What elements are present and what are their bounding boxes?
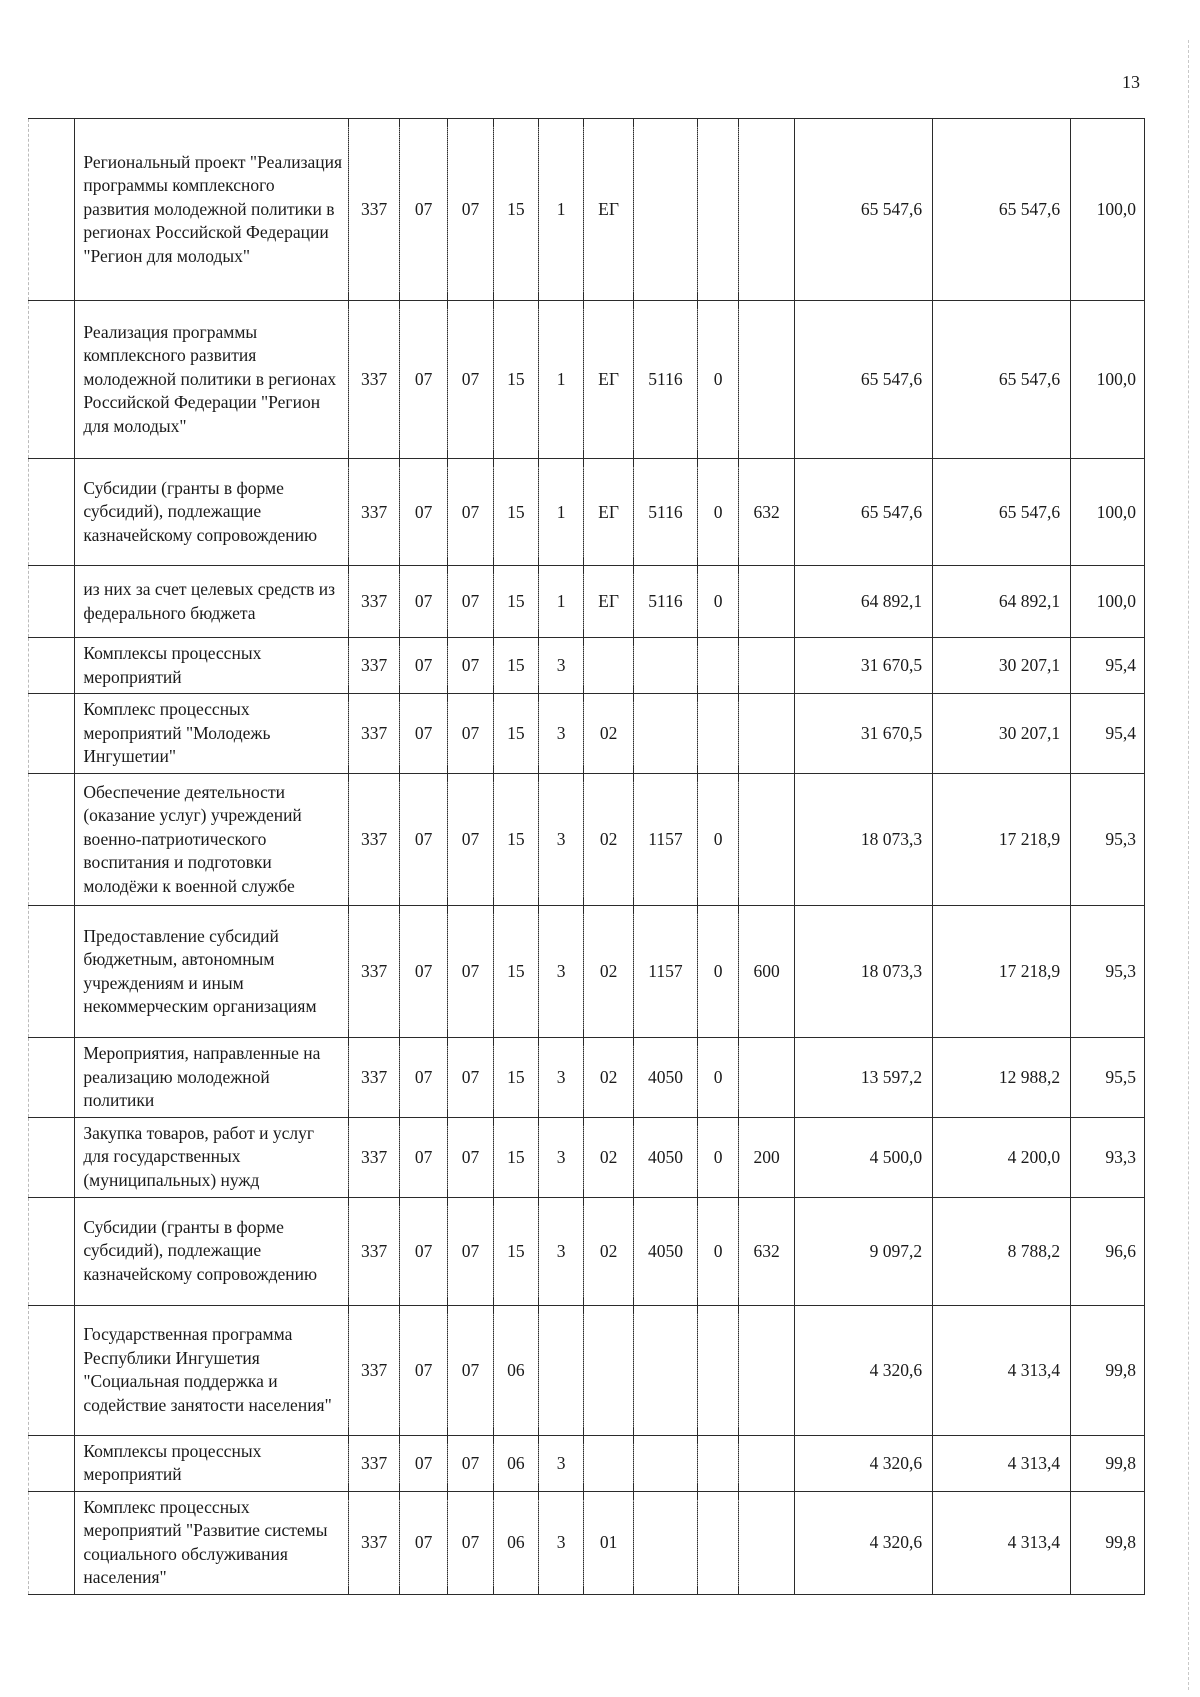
execution-percent-cell: 95,3 [1071, 906, 1145, 1038]
subsection-cell: 07 [448, 1197, 493, 1305]
direction-suffix-cell: 0 [698, 1117, 739, 1197]
planned-amount-cell: 64 892,1 [795, 566, 933, 638]
subprogram-cell: 3 [539, 1435, 584, 1491]
subsection-cell: 07 [448, 119, 493, 301]
planned-amount-cell: 9 097,2 [795, 1197, 933, 1305]
subsection-cell: 07 [448, 566, 493, 638]
row-index-cell [29, 459, 75, 566]
item-name-cell: Комплексы процессных мероприятий [75, 1435, 349, 1491]
subsection-cell: 07 [448, 459, 493, 566]
subsection-cell: 07 [448, 1117, 493, 1197]
item-name-cell: Государственная программа Республики Ингушетия "Социальная поддержка и содействие занятости населения" [75, 1305, 349, 1435]
item-name-cell: Комплекс процессных мероприятий "Развитие системы социального обслуживания населения" [75, 1491, 349, 1594]
direction-cell: 1157 [633, 774, 697, 906]
execution-percent-cell: 100,0 [1071, 459, 1145, 566]
section-cell: 07 [399, 1117, 447, 1197]
page-number: 13 [1122, 72, 1140, 92]
program-cell: 15 [493, 694, 538, 774]
subprogram-cell: 3 [539, 1117, 584, 1197]
actual-amount-cell: 65 547,6 [933, 119, 1071, 301]
project-cell: ЕГ [584, 119, 634, 301]
subsection-cell: 07 [448, 301, 493, 459]
planned-amount-cell: 4 320,6 [795, 1491, 933, 1594]
execution-percent-cell: 95,3 [1071, 774, 1145, 906]
planned-amount-cell: 18 073,3 [795, 906, 933, 1038]
program-cell: 15 [493, 774, 538, 906]
admin-code-cell: 337 [349, 119, 400, 301]
project-cell: ЕГ [584, 459, 634, 566]
actual-amount-cell: 8 788,2 [933, 1197, 1071, 1305]
direction-cell: 4050 [633, 1197, 697, 1305]
expense-type-cell [739, 119, 795, 301]
direction-suffix-cell: 0 [698, 906, 739, 1038]
program-cell: 06 [493, 1435, 538, 1491]
table-row [29, 119, 1145, 301]
item-name-cell: Реализация программы комплексного развития молодежной политики в регионах Российской Федерации "Регион для молодых" [75, 301, 349, 459]
item-name-cell: Региональный проект "Реализация программы комплексного развития молодежной политики в регионах Российской Федерации "Регион для молодых" [75, 119, 349, 301]
expense-type-cell [739, 774, 795, 906]
item-name-cell: Обеспечение деятельности (оказание услуг) учреждений военно-патриотического воспитания и подготовки молодёжи к военной службе [75, 774, 349, 906]
section-cell: 07 [399, 694, 447, 774]
expense-type-cell [739, 1038, 795, 1118]
table-row [29, 1117, 1145, 1197]
subsection-cell: 07 [448, 1038, 493, 1118]
admin-code-cell: 337 [349, 774, 400, 906]
section-cell: 07 [399, 1305, 447, 1435]
expense-type-cell [739, 1435, 795, 1491]
expense-type-cell: 632 [739, 459, 795, 566]
section-cell: 07 [399, 1491, 447, 1594]
subsection-cell: 07 [448, 638, 493, 694]
row-index-cell [29, 119, 75, 301]
direction-suffix-cell [698, 638, 739, 694]
execution-percent-cell: 95,5 [1071, 1038, 1145, 1118]
subsection-cell: 07 [448, 1435, 493, 1491]
actual-amount-cell: 4 200,0 [933, 1117, 1071, 1197]
subprogram-cell: 1 [539, 566, 584, 638]
planned-amount-cell: 18 073,3 [795, 774, 933, 906]
project-cell [584, 638, 634, 694]
subprogram-cell: 3 [539, 906, 584, 1038]
subprogram-cell: 3 [539, 774, 584, 906]
subsection-cell: 07 [448, 774, 493, 906]
actual-amount-cell: 4 313,4 [933, 1435, 1071, 1491]
subsection-cell: 07 [448, 694, 493, 774]
item-name-cell: Субсидии (гранты в форме субсидий), подлежащие казначейскому сопровождению [75, 459, 349, 566]
direction-suffix-cell [698, 1435, 739, 1491]
planned-amount-cell: 31 670,5 [795, 694, 933, 774]
table-row [29, 694, 1145, 774]
item-name-cell: Предоставление субсидий бюджетным, автономным учреждениям и иным некоммерческим организациям [75, 906, 349, 1038]
program-cell: 06 [493, 1305, 538, 1435]
project-cell [584, 1435, 634, 1491]
execution-percent-cell: 100,0 [1071, 119, 1145, 301]
section-cell: 07 [399, 638, 447, 694]
project-cell: 02 [584, 1197, 634, 1305]
item-name-cell: Комплексы процессных мероприятий [75, 638, 349, 694]
subprogram-cell: 3 [539, 1491, 584, 1594]
row-index-cell [29, 694, 75, 774]
planned-amount-cell: 65 547,6 [795, 459, 933, 566]
admin-code-cell: 337 [349, 1435, 400, 1491]
subsection-cell: 07 [448, 906, 493, 1038]
program-cell: 15 [493, 638, 538, 694]
execution-percent-cell: 93,3 [1071, 1117, 1145, 1197]
expense-type-cell [739, 566, 795, 638]
program-cell: 15 [493, 566, 538, 638]
scan-edge-line [1188, 40, 1189, 1690]
item-name-cell: Мероприятия, направленные на реализацию молодежной политики [75, 1038, 349, 1118]
row-index-cell [29, 1305, 75, 1435]
section-cell: 07 [399, 459, 447, 566]
subprogram-cell: 1 [539, 119, 584, 301]
table-row [29, 906, 1145, 1038]
expense-type-cell: 200 [739, 1117, 795, 1197]
direction-suffix-cell: 0 [698, 1038, 739, 1118]
expense-type-cell [739, 1305, 795, 1435]
project-cell: ЕГ [584, 301, 634, 459]
table-row [29, 638, 1145, 694]
admin-code-cell: 337 [349, 301, 400, 459]
subprogram-cell: 3 [539, 638, 584, 694]
actual-amount-cell: 17 218,9 [933, 906, 1071, 1038]
actual-amount-cell: 17 218,9 [933, 774, 1071, 906]
subprogram-cell: 3 [539, 1197, 584, 1305]
planned-amount-cell: 4 320,6 [795, 1435, 933, 1491]
execution-percent-cell: 95,4 [1071, 694, 1145, 774]
budget-table [28, 118, 1145, 1595]
actual-amount-cell: 64 892,1 [933, 566, 1071, 638]
direction-suffix-cell [698, 694, 739, 774]
planned-amount-cell: 4 500,0 [795, 1117, 933, 1197]
table-row [29, 301, 1145, 459]
direction-suffix-cell [698, 1305, 739, 1435]
admin-code-cell: 337 [349, 1305, 400, 1435]
row-index-cell [29, 638, 75, 694]
direction-suffix-cell [698, 1491, 739, 1594]
row-index-cell [29, 301, 75, 459]
table-row [29, 1197, 1145, 1305]
section-cell: 07 [399, 906, 447, 1038]
admin-code-cell: 337 [349, 459, 400, 566]
row-index-cell [29, 1491, 75, 1594]
admin-code-cell: 337 [349, 638, 400, 694]
direction-suffix-cell: 0 [698, 459, 739, 566]
expense-type-cell [739, 301, 795, 459]
program-cell: 15 [493, 906, 538, 1038]
section-cell: 07 [399, 774, 447, 906]
project-cell: 02 [584, 906, 634, 1038]
program-cell: 15 [493, 459, 538, 566]
project-cell: 01 [584, 1491, 634, 1594]
program-cell: 15 [493, 1038, 538, 1118]
expense-type-cell [739, 638, 795, 694]
direction-cell [633, 638, 697, 694]
direction-cell [633, 1435, 697, 1491]
execution-percent-cell: 99,8 [1071, 1305, 1145, 1435]
subsection-cell: 07 [448, 1305, 493, 1435]
row-index-cell [29, 1038, 75, 1118]
planned-amount-cell: 65 547,6 [795, 119, 933, 301]
table-row [29, 1038, 1145, 1118]
subprogram-cell: 3 [539, 1038, 584, 1118]
program-cell: 06 [493, 1491, 538, 1594]
direction-suffix-cell: 0 [698, 566, 739, 638]
execution-percent-cell: 96,6 [1071, 1197, 1145, 1305]
project-cell: ЕГ [584, 566, 634, 638]
table-row [29, 1435, 1145, 1491]
project-cell: 02 [584, 1038, 634, 1118]
subprogram-cell: 1 [539, 459, 584, 566]
execution-percent-cell: 100,0 [1071, 301, 1145, 459]
table-row [29, 566, 1145, 638]
execution-percent-cell: 99,8 [1071, 1435, 1145, 1491]
planned-amount-cell: 65 547,6 [795, 301, 933, 459]
admin-code-cell: 337 [349, 566, 400, 638]
admin-code-cell: 337 [349, 1038, 400, 1118]
actual-amount-cell: 12 988,2 [933, 1038, 1071, 1118]
program-cell: 15 [493, 1117, 538, 1197]
project-cell [584, 1305, 634, 1435]
direction-suffix-cell: 0 [698, 301, 739, 459]
admin-code-cell: 337 [349, 694, 400, 774]
execution-percent-cell: 95,4 [1071, 638, 1145, 694]
program-cell: 15 [493, 119, 538, 301]
direction-cell: 4050 [633, 1038, 697, 1118]
subsection-cell: 07 [448, 1491, 493, 1594]
subprogram-cell [539, 1305, 584, 1435]
direction-cell: 4050 [633, 1117, 697, 1197]
table-row [29, 459, 1145, 566]
direction-suffix-cell [698, 119, 739, 301]
table-row [29, 1305, 1145, 1435]
item-name-cell: Субсидии (гранты в форме субсидий), подлежащие казначейскому сопровождению [75, 1197, 349, 1305]
row-index-cell [29, 1117, 75, 1197]
direction-cell: 5116 [633, 301, 697, 459]
table-row [29, 774, 1145, 906]
section-cell: 07 [399, 119, 447, 301]
project-cell: 02 [584, 1117, 634, 1197]
direction-cell [633, 694, 697, 774]
actual-amount-cell: 65 547,6 [933, 301, 1071, 459]
section-cell: 07 [399, 1435, 447, 1491]
execution-percent-cell: 100,0 [1071, 566, 1145, 638]
item-name-cell: Комплекс процессных мероприятий "Молодежь Ингушетии" [75, 694, 349, 774]
direction-cell [633, 1305, 697, 1435]
admin-code-cell: 337 [349, 1491, 400, 1594]
row-index-cell [29, 774, 75, 906]
item-name-cell: из них за счет целевых средств из федерального бюджета [75, 566, 349, 638]
section-cell: 07 [399, 1038, 447, 1118]
section-cell: 07 [399, 1197, 447, 1305]
project-cell: 02 [584, 774, 634, 906]
actual-amount-cell: 30 207,1 [933, 694, 1071, 774]
admin-code-cell: 337 [349, 1117, 400, 1197]
program-cell: 15 [493, 1197, 538, 1305]
row-index-cell [29, 906, 75, 1038]
direction-suffix-cell: 0 [698, 1197, 739, 1305]
admin-code-cell: 337 [349, 1197, 400, 1305]
planned-amount-cell: 31 670,5 [795, 638, 933, 694]
subprogram-cell: 1 [539, 301, 584, 459]
actual-amount-cell: 30 207,1 [933, 638, 1071, 694]
row-index-cell [29, 566, 75, 638]
planned-amount-cell: 4 320,6 [795, 1305, 933, 1435]
direction-cell: 1157 [633, 906, 697, 1038]
section-cell: 07 [399, 301, 447, 459]
expense-type-cell: 600 [739, 906, 795, 1038]
program-cell: 15 [493, 301, 538, 459]
table-row [29, 1491, 1145, 1594]
direction-cell: 5116 [633, 459, 697, 566]
subprogram-cell: 3 [539, 694, 584, 774]
row-index-cell [29, 1435, 75, 1491]
planned-amount-cell: 13 597,2 [795, 1038, 933, 1118]
expense-type-cell [739, 694, 795, 774]
actual-amount-cell: 4 313,4 [933, 1305, 1071, 1435]
section-cell: 07 [399, 566, 447, 638]
admin-code-cell: 337 [349, 906, 400, 1038]
project-cell: 02 [584, 694, 634, 774]
direction-suffix-cell: 0 [698, 774, 739, 906]
execution-percent-cell: 99,8 [1071, 1491, 1145, 1594]
expense-type-cell [739, 1491, 795, 1594]
direction-cell [633, 1491, 697, 1594]
actual-amount-cell: 4 313,4 [933, 1491, 1071, 1594]
direction-cell [633, 119, 697, 301]
item-name-cell: Закупка товаров, работ и услуг для государственных (муниципальных) нужд [75, 1117, 349, 1197]
actual-amount-cell: 65 547,6 [933, 459, 1071, 566]
row-index-cell [29, 1197, 75, 1305]
direction-cell: 5116 [633, 566, 697, 638]
expense-type-cell: 632 [739, 1197, 795, 1305]
